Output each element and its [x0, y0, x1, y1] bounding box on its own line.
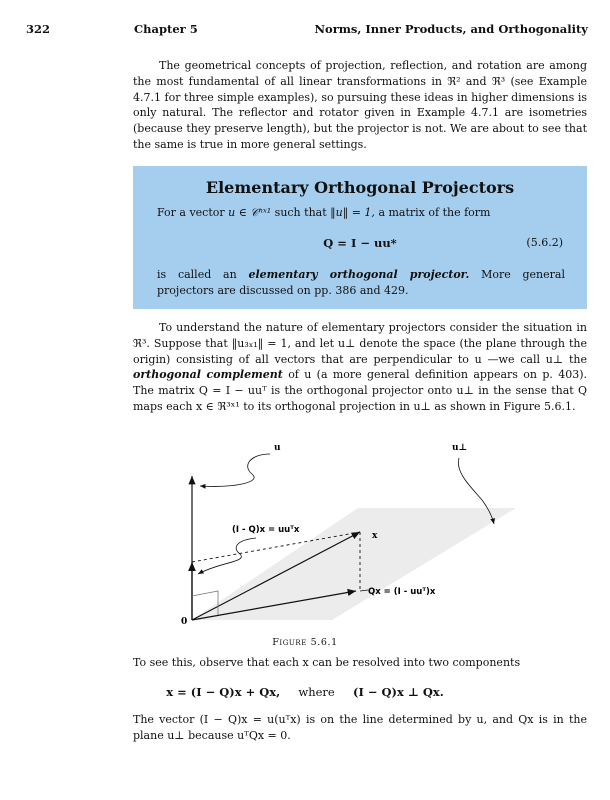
page-number: 322 — [26, 22, 51, 36]
label-x: x — [372, 531, 378, 541]
definition-box — [133, 166, 587, 309]
such-that-text: such that — [274, 206, 327, 219]
label-component-plane: Qx = (I - uuᵀ)x — [368, 587, 436, 597]
definition-line-suffix: a matrix of the form — [378, 206, 491, 219]
intro-paragraph — [133, 58, 587, 153]
figure-caption: Figure 5.6.1 — [272, 637, 338, 648]
chapter-label: Chapter 5 — [134, 22, 198, 36]
decomposition-rhs: (I − Q)x ⊥ Qx. — [353, 685, 444, 699]
running-title: Norms, Inner Products, and Orthogonality — [314, 22, 588, 36]
definition-text-before: is called an — [157, 268, 237, 281]
orthogonal-complement-term: orthogonal complement — [133, 368, 283, 382]
definition-term: elementary orthogonal projector. — [248, 268, 470, 281]
second-paragraph-text — [133, 320, 587, 415]
label-origin: 0 — [181, 617, 188, 627]
decomposition-where: where — [298, 685, 335, 699]
decomposition-lhs: x = (I − Q)x + Qx, — [166, 685, 281, 699]
component-pointer-curve — [198, 538, 256, 574]
definition-statement — [157, 267, 565, 299]
projector-equation-text: Q = I − uu* — [323, 236, 397, 250]
label-u: u — [274, 443, 281, 453]
projector-equation — [133, 236, 587, 250]
vector-condition: u ∈ 𝒞ⁿˣ¹ — [228, 206, 272, 219]
closing-paragraph — [133, 712, 587, 744]
closing-paragraph-text: The vector (I − Q)x = u(uᵀx) is on the line determined by u, and Qx is in the plane u⊥ because uᵀQx = 0. — [133, 713, 587, 742]
norm-condition: ‖u‖ = 1, — [330, 206, 375, 219]
page-header — [26, 22, 588, 38]
second-paragraph-part2: of u (a more general definition appears on p. 403). The matrix Q = I − uuᵀ is the orthogonal projector onto u⊥ in the sense that Q maps each x ∈ ℜ³ˣ¹ to its orthogonal projection in u⊥ as shown in Figure 5.6.1. — [133, 368, 588, 413]
second-paragraph — [133, 320, 587, 415]
third-paragraph: To see this, observe that each x can be resolved into two components — [133, 656, 521, 669]
label-u-perp: u⊥ — [452, 443, 468, 453]
definition-line-prefix: For a vector — [157, 206, 225, 219]
definition-condition-line — [157, 206, 490, 220]
definition-text-after: More general projectors are discussed on pp. 386 and 429. — [157, 268, 565, 297]
definition-title: Elementary Orthogonal Projectors — [205, 178, 515, 197]
decomposition-equation — [0, 685, 610, 699]
label-component-line: (I - Q)x = uuᵀx — [232, 525, 300, 535]
equation-number: (5.6.2) — [526, 236, 563, 249]
second-paragraph-part1: To understand the nature of elementary projectors consider the situation in ℜ³. Suppose that ‖u₃ₓ₁‖ = 1, and let u⊥ denote the space (the plane through the origin) consisting of all vectors that are perpendicular to u —we call u⊥ the — [133, 321, 587, 366]
intro-paragraph-text: The geometrical concepts of projection, reflection, and rotation are among the most fundamental of all linear transformations in ℜ² and ℜ³ (see Example 4.7.1 for three simple examples), so pursuing these ideas in higher dimensions is only natural. The reflector and rotator given in Example 4.7.1 are isometries (because they preserve length), but the projector is not. We are about to see that the same is true in more general settings. — [133, 59, 587, 151]
u-pointer-curve — [200, 454, 270, 486]
projection-figure — [170, 436, 560, 628]
